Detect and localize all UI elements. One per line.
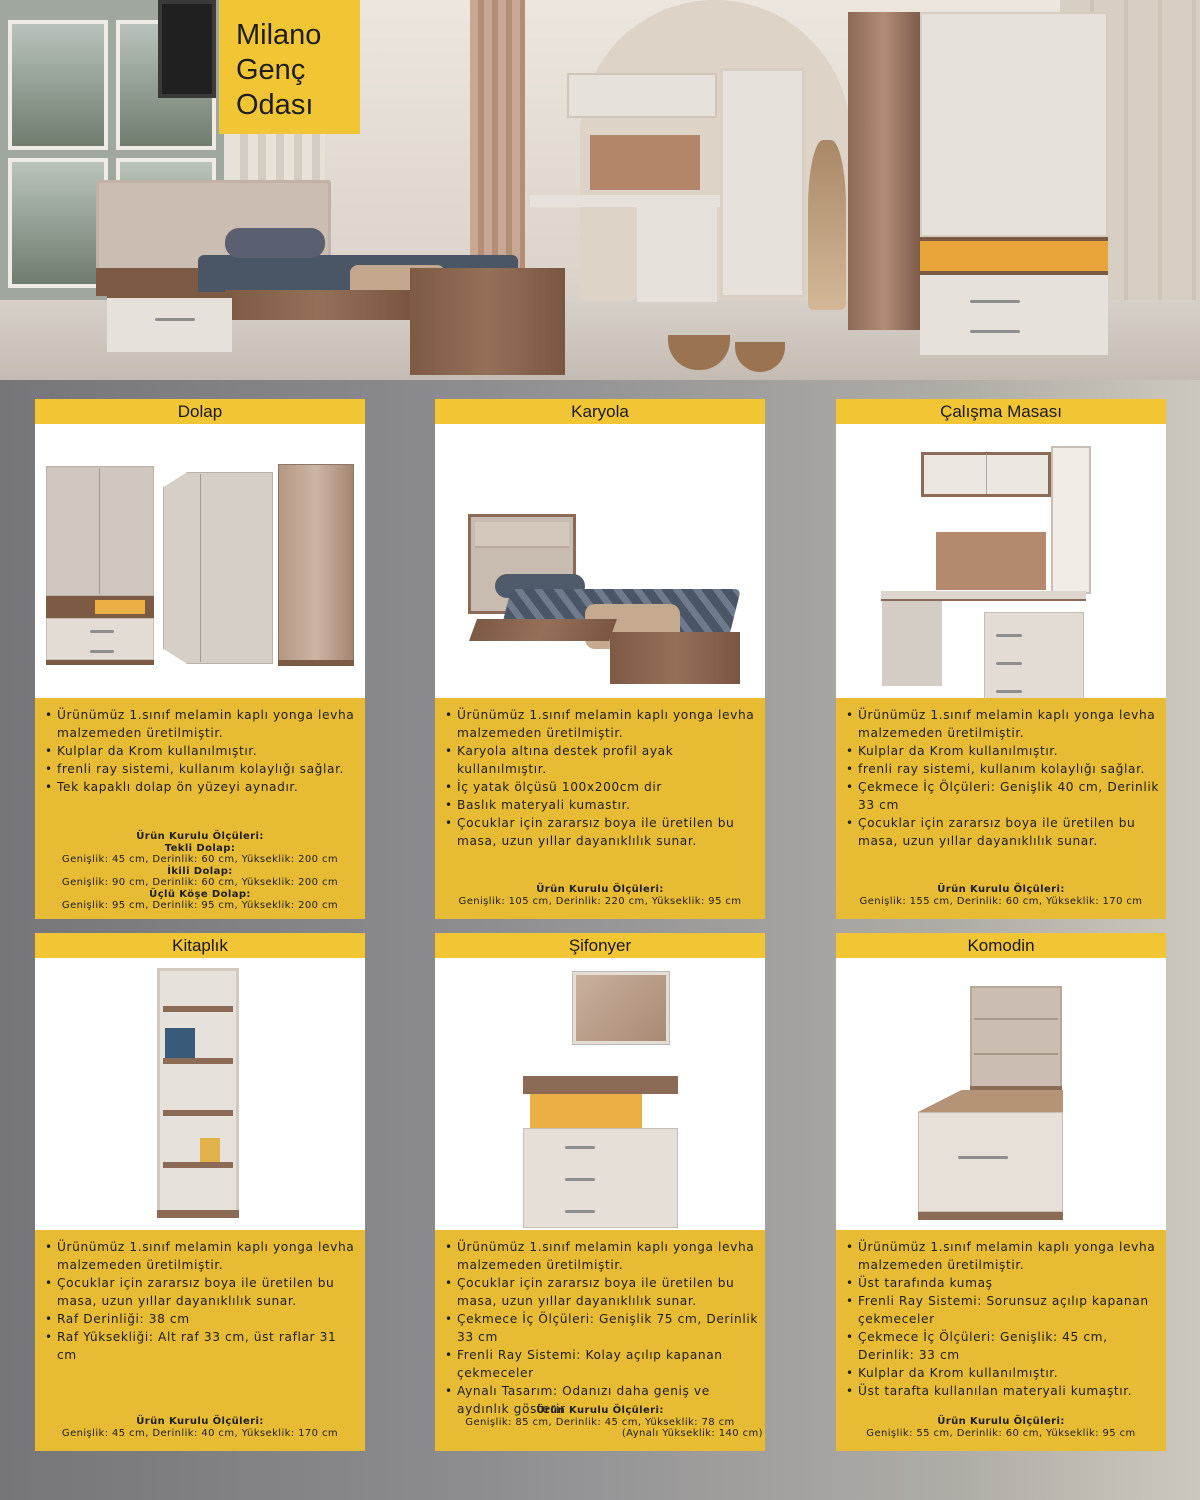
dimensions-text: Genişlik: 55 cm, Derinlik: 60 cm, Yükseklik: 95 cm xyxy=(866,1427,1136,1439)
dimensions-subtitle: İkili Dolap: xyxy=(167,865,233,877)
feature-list xyxy=(844,706,1160,850)
dimensions-block xyxy=(836,884,1166,907)
feature-item: • frenli ray sistemi, kullanım kolaylığı sağlar. xyxy=(844,760,1160,778)
feature-item: • Kulplar da Krom kullanılmıştır. xyxy=(844,1364,1160,1382)
desk-top xyxy=(530,195,720,207)
feature-item: • Çekmece İç Ölçüleri: Genişlik 40 cm, Derinlik 33 cm xyxy=(844,778,1160,814)
feature-item: • Ürünümüz 1.sınıf melamin kaplı yonga levha malzemeden üretilmiştir. xyxy=(43,1238,359,1274)
panel-title: Kitaplık xyxy=(35,933,365,958)
desk-drawers xyxy=(637,207,717,302)
feature-item: • Aynalı Tasarım: Odanızı daha geniş ve aydınlık gösterir xyxy=(443,1382,759,1418)
dimensions-text: Genişlik: 45 cm, Derinlik: 60 cm, Yükseklik: 200 cm xyxy=(61,854,339,865)
feature-item: • Kulplar da Krom kullanılmıştır. xyxy=(844,742,1160,760)
feature-item: • Ürünümüz 1.sınıf melamin kaplı yonga levha malzemeden üretilmiştir. xyxy=(43,706,359,742)
dimensions-text: Genişlik: 45 cm, Derinlik: 40 cm, Yükseklik: 170 cm xyxy=(61,1427,339,1439)
dimensions-label: Ürün Kurulu Ölçüleri: xyxy=(937,884,1065,895)
panel-details xyxy=(435,1230,765,1451)
panel-details xyxy=(836,698,1166,919)
dimensions-block xyxy=(35,1416,365,1439)
bed-footboard xyxy=(410,268,565,375)
dimensions-block xyxy=(836,1416,1166,1439)
product-image-nightstand xyxy=(836,958,1166,1230)
product-panel-karyola xyxy=(435,399,765,919)
wardrobe-drawers xyxy=(920,275,1108,355)
feature-list xyxy=(844,1238,1160,1400)
feature-item: • Çocuklar için zararsız boya ile üretilen bu masa, uzun yıllar dayanıklılık sunar. xyxy=(443,1274,759,1310)
product-panel-dolap xyxy=(35,399,365,919)
feature-item: • Üst tarafta kullanılan materyali kumaştır. xyxy=(844,1382,1160,1400)
wardrobe-doors xyxy=(920,12,1108,237)
feature-item: • Frenli Ray Sistemi: Kolay açılıp kapanan çekmeceler xyxy=(443,1346,759,1382)
feature-item: • Raf Derinliği: 38 cm xyxy=(43,1310,359,1328)
feature-item: • Çocuklar için zararsız boya ile üretilen bu masa, uzun yıllar dayanıklılık sunar. xyxy=(844,814,1160,850)
product-image-desk xyxy=(836,424,1166,698)
dimensions-text: Genişlik: 105 cm, Derinlik: 220 cm, Yükseklik: 95 cm xyxy=(458,895,742,907)
dimensions-label: Ürün Kurulu Ölçüleri: xyxy=(937,1416,1065,1427)
feature-item: • Çekmece İç Ölçüleri: Genişlik: 45 cm, Derinlik: 33 cm xyxy=(844,1328,1160,1364)
product-panel-calisma-masasi xyxy=(836,399,1166,919)
panel-title: Şifonyer xyxy=(435,933,765,958)
product-panel-sifonyer xyxy=(435,933,765,1451)
dimensions-text: Genişlik: 85 cm, Derinlik: 45 cm, Yükseklik: 78 cm xyxy=(465,1416,735,1428)
panel-details xyxy=(35,698,365,919)
feature-item: • Ürünümüz 1.sınıf melamin kaplı yonga levha malzemeden üretilmiştir. xyxy=(844,1238,1160,1274)
dimensions-text: Genişlik: 95 cm, Derinlik: 95 cm, Yükseklik: 200 cm xyxy=(61,900,339,911)
wardrobe-mirror-door xyxy=(848,12,920,330)
collection-title-box xyxy=(219,0,360,134)
feature-item: • Karyola altına destek profil ayak kullanılmıştır. xyxy=(443,742,759,778)
feature-list xyxy=(443,1238,759,1418)
feature-list xyxy=(43,1238,359,1364)
feature-item: • Ürünümüz 1.sınıf melamin kaplı yonga levha malzemeden üretilmiştir. xyxy=(443,706,759,742)
nightstand xyxy=(107,292,232,352)
feature-item: • Üst tarafında kumaş xyxy=(844,1274,1160,1292)
dried-flowers xyxy=(808,140,846,310)
dimensions-subtitle: Tekli Dolap: xyxy=(164,842,236,854)
wardrobe-lit-shelf xyxy=(920,237,1108,275)
feature-item: • Kulplar da Krom kullanılmıştır. xyxy=(43,742,359,760)
dimensions-extra: (Aynalı Yükseklik: 140 cm) xyxy=(621,1428,763,1439)
dimensions-text: Genişlik: 90 cm, Derinlik: 60 cm, Yükseklik: 200 cm xyxy=(61,877,339,888)
product-image-bookshelf xyxy=(35,958,365,1230)
dimensions-label: Ürün Kurulu Ölçüleri: xyxy=(536,884,664,895)
feature-item: • Baslık materyali kumastır. xyxy=(443,796,759,814)
feature-item: • Ürünümüz 1.sınıf melamin kaplı yonga levha malzemeden üretilmiştir. xyxy=(844,706,1160,742)
wall-picture xyxy=(158,0,216,98)
product-panel-kitaplik xyxy=(35,933,365,1451)
feature-list xyxy=(443,706,759,850)
bookshelf xyxy=(720,68,805,298)
dimensions-label: Ürün Kurulu Ölçüleri: xyxy=(136,831,264,842)
feature-item: • Çocuklar için zararsız boya ile üretilen bu masa, uzun yıllar dayanıklılık sunar. xyxy=(443,814,759,850)
panel-details xyxy=(836,1230,1166,1451)
feature-item: • Çekmece İç Ölçüleri: Genişlik 75 cm, Derinlik 33 cm xyxy=(443,1310,759,1346)
feature-item: • Raf Yüksekliği: Alt raf 33 cm, üst raflar 31 cm xyxy=(43,1328,359,1364)
product-panel-komodin xyxy=(836,933,1166,1451)
dimensions-label: Ürün Kurulu Ölçüleri: xyxy=(536,1405,664,1416)
feature-item: • Ürünümüz 1.sınıf melamin kaplı yonga levha malzemeden üretilmiştir. xyxy=(443,1238,759,1274)
panel-title: Komodin xyxy=(836,933,1166,958)
dimensions-label: Ürün Kurulu Ölçüleri: xyxy=(136,1416,264,1427)
feature-item: • İç yatak ölçüsü 100x200cm dir xyxy=(443,778,759,796)
product-image-bed xyxy=(435,424,765,698)
pillow xyxy=(225,228,325,258)
dimensions-block xyxy=(35,831,365,912)
hero-room-photo xyxy=(0,0,1200,380)
dimensions-subtitle: Üçlü Köşe Dolap: xyxy=(149,888,251,900)
desk-cabinet xyxy=(567,73,717,118)
feature-list xyxy=(43,706,359,796)
feature-item: • Tek kapaklı dolap ön yüzeyi aynadır. xyxy=(43,778,359,796)
dimensions-block xyxy=(435,884,765,907)
panel-details xyxy=(435,698,765,919)
desk-pinboard xyxy=(590,135,700,190)
bed-frame xyxy=(225,290,410,320)
panel-title: Çalışma Masası xyxy=(836,399,1166,424)
product-image-wardrobe xyxy=(35,424,365,698)
dimensions-text: Genişlik: 155 cm, Derinlik: 60 cm, Yükseklik: 170 cm xyxy=(859,895,1143,907)
product-image-dresser xyxy=(435,958,765,1230)
panel-title: Dolap xyxy=(35,399,365,424)
dimensions-block xyxy=(435,1405,765,1440)
title-line: Genç xyxy=(236,54,306,86)
panel-title: Karyola xyxy=(435,399,765,424)
title-line: Milano xyxy=(236,19,322,51)
panel-details xyxy=(35,1230,365,1451)
feature-item: • Frenli Ray Sistemi: Sorunsuz açılıp kapanan çekmeceler xyxy=(844,1292,1160,1328)
title-line: Odası xyxy=(236,89,314,121)
feature-item: • frenli ray sistemi, kullanım kolaylığı sağlar. xyxy=(43,760,359,778)
feature-item: • Çocuklar için zararsız boya ile üretilen bu masa, uzun yıllar dayanıklılık sunar. xyxy=(43,1274,359,1310)
